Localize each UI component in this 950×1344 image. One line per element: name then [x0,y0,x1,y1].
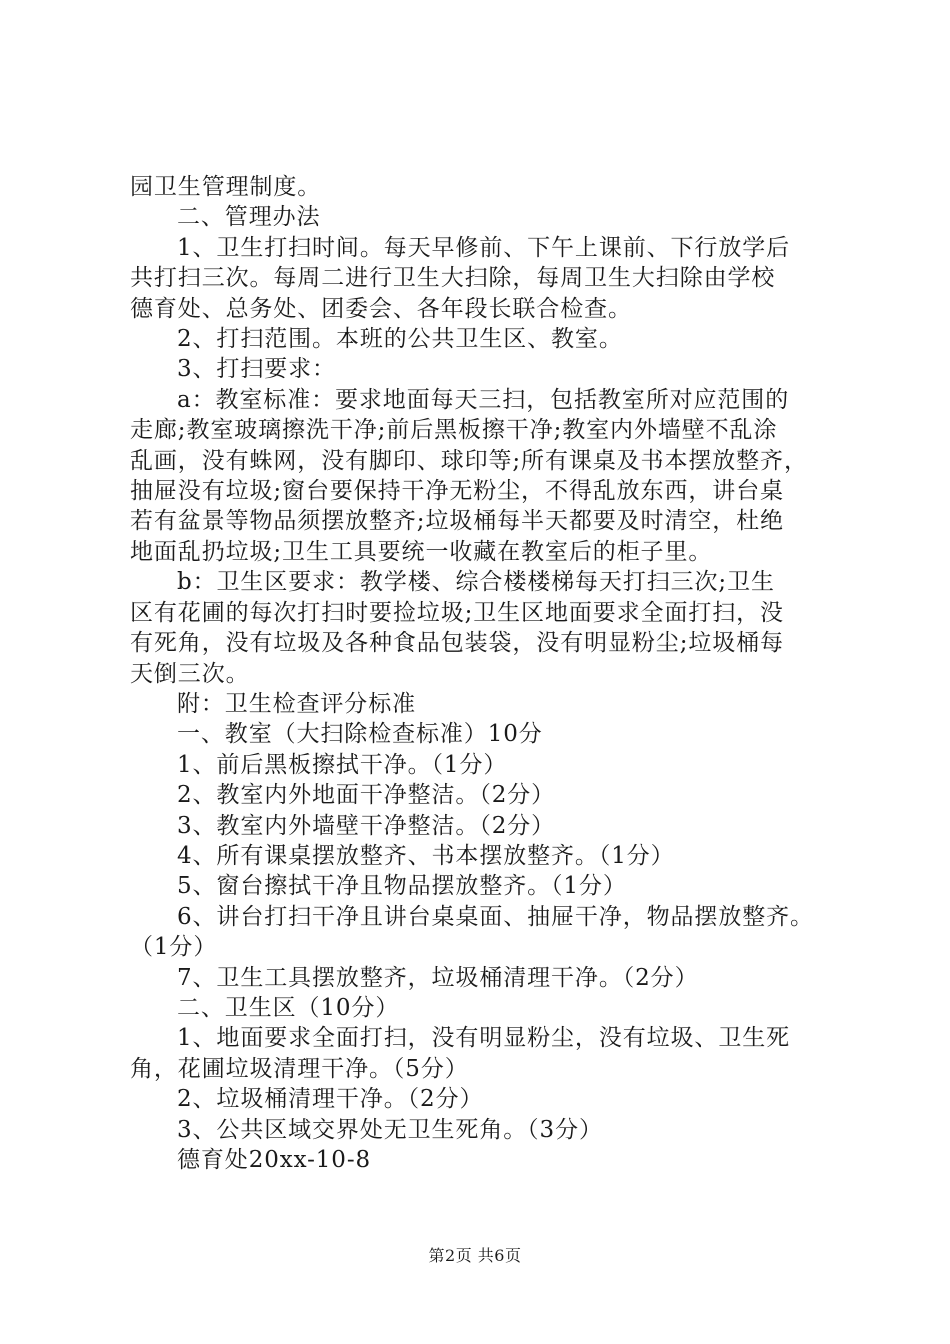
text-line: 区有花圃的每次打扫时要捡垃圾;卫生区地面要求全面打扫，没 [130,599,784,626]
text-line: b：卫生区要求：教学楼、综合楼楼梯每天打扫三次;卫生 [177,569,775,596]
list-item: 2、教室内外地面干净整洁。（2分） [177,782,556,809]
page-number: 第2页 共6页 [428,1246,522,1265]
text-line: 1、卫生打扫时间。每天早修前、下午上课前、下行放学后 [177,234,791,261]
text-line: a：教室标准：要求地面每天三扫，包括教室所对应范围的 [177,386,790,413]
appendix-heading: 附：卫生检查评分标准 [177,690,416,717]
list-item: 6、讲台打扫干净且讲台桌桌面、抽屉干净，物品摆放整齐。 [177,903,814,930]
text-line: 若有盆景等物品须摆放整齐;垃圾桶每半天都要及时清空，杜绝 [130,508,784,535]
text-line: 3、打扫要求： [177,356,336,383]
list-item: 4、所有课桌摆放整齐、书本摆放整齐。（1分） [177,842,675,869]
text-line: 2、打扫范围。本班的公共卫生区、教室。 [177,326,623,353]
text-line: 角，花圃垃圾清理干净。（5分） [130,1055,469,1082]
signature-line: 德育处20xx-10-8 [177,1147,372,1173]
section-heading: 一、教室（大扫除检查标准）10分 [177,721,543,748]
list-item: 3、教室内外墙壁干净整洁。（2分） [177,812,556,839]
section-heading: 二、卫生区（10分） [177,994,400,1021]
text-line: 共打扫三次。每周二进行卫生大扫除，每周卫生大扫除由学校 [130,265,776,292]
text-line: 乱画，没有蛛网，没有脚印、球印等;所有课桌及书本摆放整齐， [130,447,808,474]
text-line: 地面乱扔垃圾;卫生工具要统一收藏在教室后的柜子里。 [130,538,713,565]
text-line: 走廊;教室玻璃擦洗干净;前后黑板擦干净;教室内外墙壁不乱涂 [130,417,778,444]
text-line: 抽屉没有垃圾;窗台要保持干净无粉尘，不得乱放东西，讲台桌 [130,478,784,505]
text-line: 园卫生管理制度。 [130,174,322,200]
list-item: 2、垃圾桶清理干净。（2分） [177,1086,484,1113]
document-body [130,172,850,1175]
list-item: 5、窗台擦拭干净且物品摆放整齐。（1分） [177,873,627,900]
text-line: 天倒三次。 [130,660,250,687]
list-item: 1、前后黑板擦拭干净。（1分） [177,751,508,778]
text-line: （1分） [130,934,218,961]
section-heading: 二、管理办法 [177,204,321,231]
text-line: 德育处、总务处、团委会、各年段长联合检查。 [130,295,632,322]
list-item: 7、卫生工具摆放整齐，垃圾桶清理干净。（2分） [177,964,699,991]
list-item: 3、公共区域交界处无卫生死角。（3分） [177,1116,603,1143]
text-line: 有死角，没有垃圾及各种食品包装袋，没有明显粉尘;垃圾桶每 [130,630,784,657]
list-item: 1、地面要求全面打扫，没有明显粉尘，没有垃圾、卫生死 [177,1025,791,1052]
